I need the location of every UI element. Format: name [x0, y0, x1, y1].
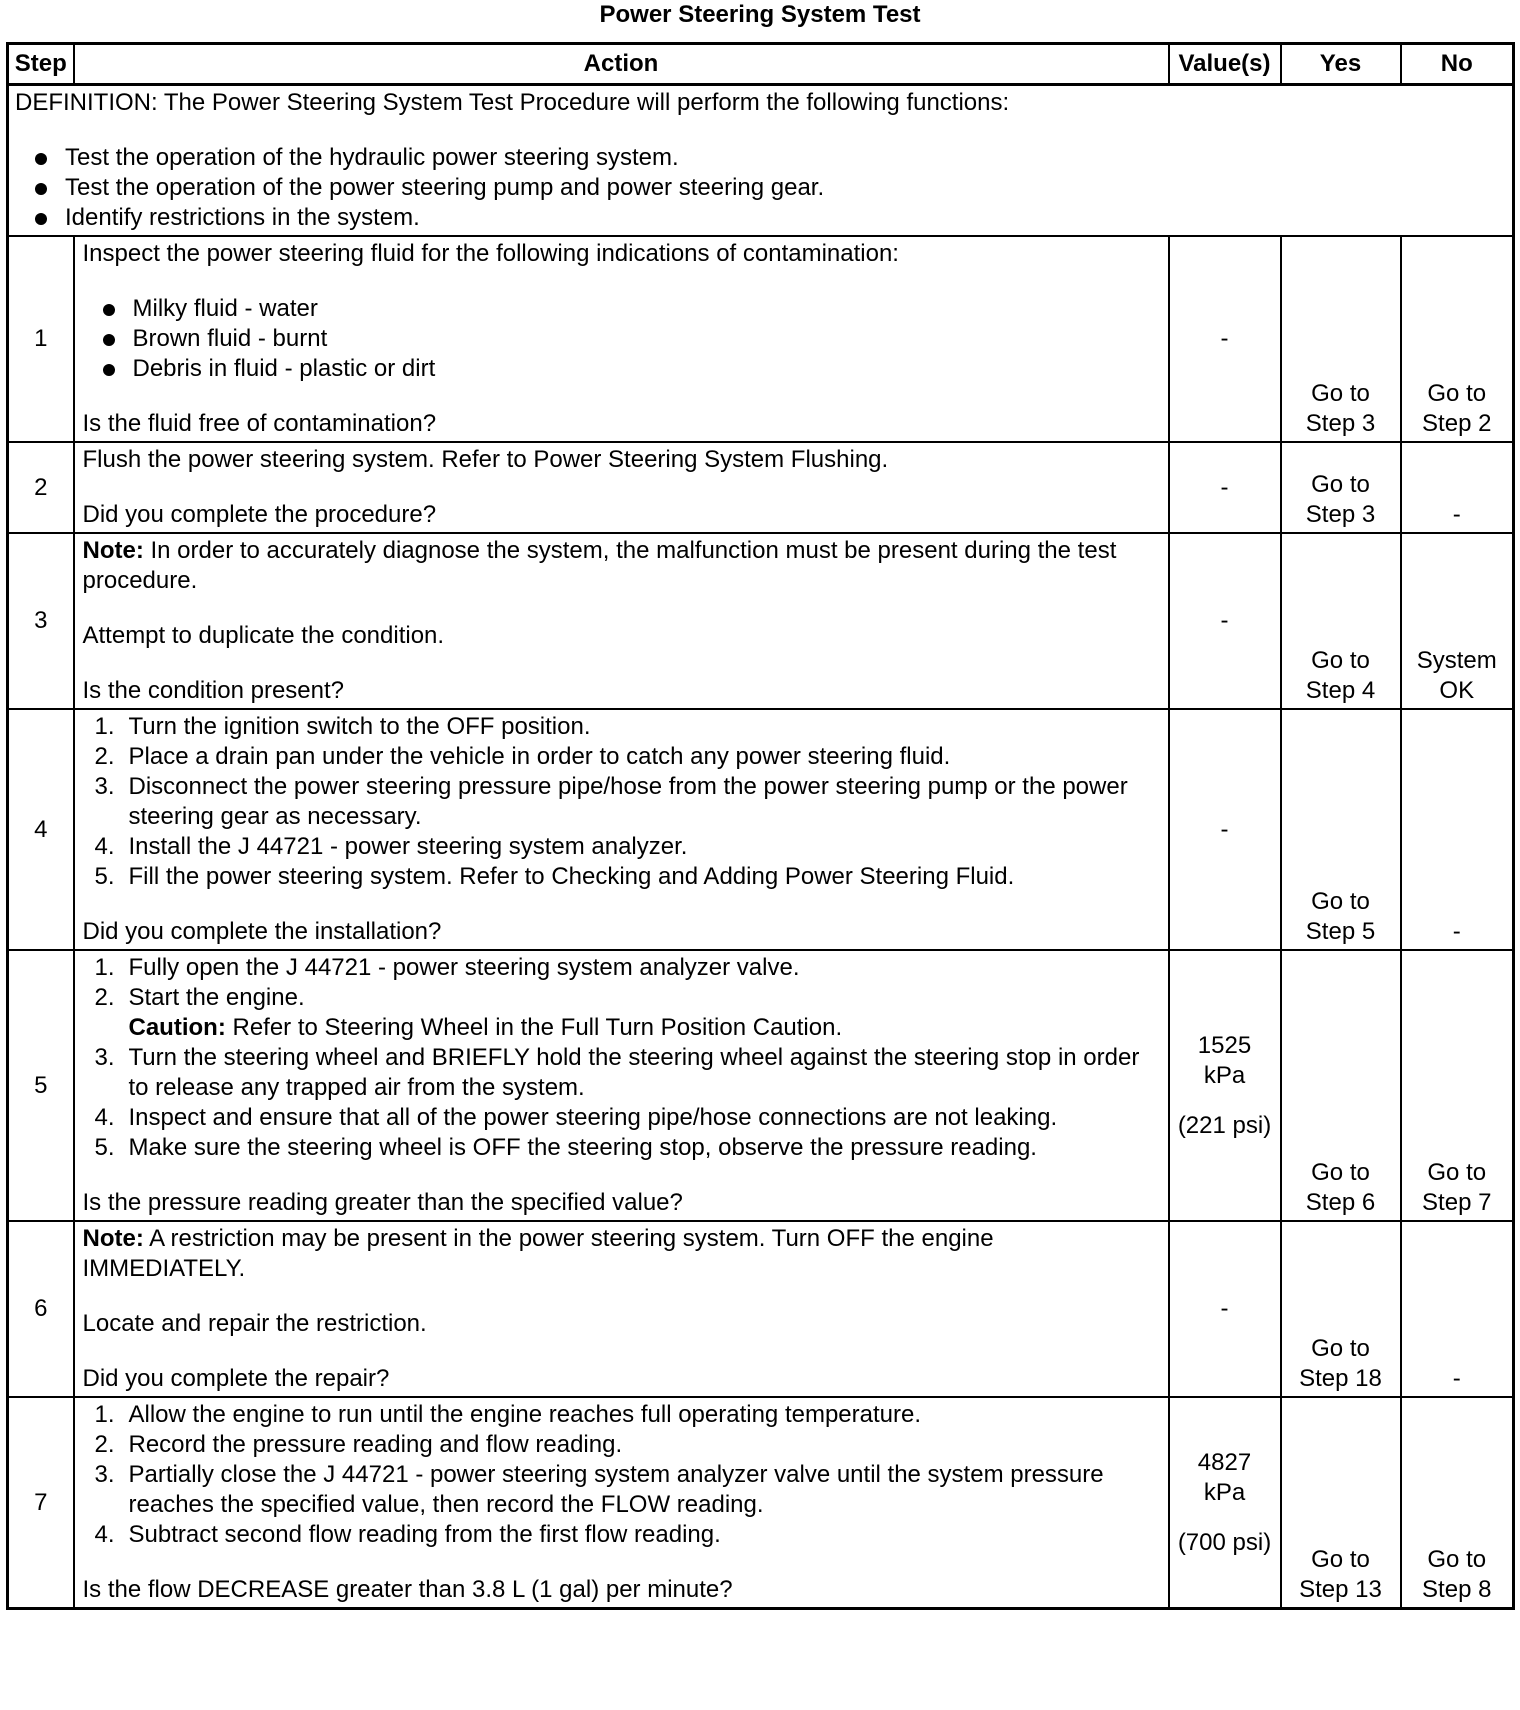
action-step-text: Turn the ignition switch to the OFF position.: [128, 713, 591, 740]
table-row: [8, 950, 1514, 1221]
note-label: Note:: [82, 1225, 144, 1252]
action-step-item: 5. Fill the power steering system. Refer to Checking and Adding Power Steering Fluid.: [94, 863, 1015, 890]
yes-cell: [1281, 533, 1401, 709]
action-cell: [74, 709, 1169, 950]
definition-bullet: Test the operation of the hydraulic power steering system.: [15, 143, 1506, 173]
step-number: 1: [8, 236, 74, 442]
action-intro: Flush the power steering system. Refer to Power Steering System Flushing.: [82, 446, 889, 473]
yes-line: Go to: [1311, 1335, 1370, 1362]
definition-bullet: Test the operation of the power steering pump and power steering gear.: [15, 173, 1506, 203]
caution-label: Caution:: [128, 1014, 226, 1041]
action-steps: [83, 1400, 1162, 1550]
action-step-text: Fill the power steering system. Refer to Checking and Adding Power Steering Fluid.: [128, 863, 1015, 890]
no-line: Go to: [1427, 380, 1487, 407]
action-intro: Locate and repair the restriction.: [82, 1310, 427, 1337]
action-cell: [74, 950, 1169, 1221]
action-step-item: 4. Install the J 44721 - power steering system analyzer.: [94, 833, 688, 860]
yes-line: Go to: [1311, 471, 1370, 498]
value-line: 4827: [1197, 1448, 1252, 1476]
action-steps: [83, 953, 1162, 1163]
yes-cell: [1281, 1397, 1401, 1609]
action-step-item: 2. Start the engine. Caution: Refer to Steering Wheel in the Full Turn Position Caution.: [83, 983, 1162, 1043]
value-line: (221 psi): [1177, 1111, 1272, 1139]
header-step: Step: [8, 44, 74, 85]
action-note: [83, 1224, 1162, 1284]
header-row: [8, 44, 1514, 85]
yes-cell: [1281, 950, 1401, 1221]
action-step-text: Place a drain pan under the vehicle in order to catch any power steering fluid.: [128, 743, 951, 770]
no-line: Go to: [1427, 1546, 1487, 1573]
yes-cell: [1281, 236, 1401, 442]
header-yes: Yes: [1281, 44, 1401, 85]
action-question: Is the fluid free of contamination?: [82, 410, 437, 437]
yes-line: Go to: [1311, 1546, 1370, 1573]
action-step-text: Start the engine.: [128, 984, 305, 1011]
value-cell: [1169, 1397, 1281, 1609]
no-line: -: [1452, 918, 1461, 945]
no-line: -: [1452, 1365, 1461, 1392]
action-step-item: 1. Turn the ignition switch to the OFF position.: [94, 713, 591, 740]
value-cell: -: [1169, 442, 1281, 533]
action-step-item: 2. Record the pressure reading and flow reading.: [94, 1431, 623, 1458]
action-bullet: Debris in fluid - plastic or dirt: [83, 354, 1162, 384]
step-number: 6: [8, 1221, 74, 1397]
yes-line: Step 13: [1299, 1576, 1382, 1603]
no-cell: [1401, 533, 1514, 709]
action-step-text: Record the pressure reading and flow reading.: [128, 1431, 623, 1458]
header-values: Value(s): [1169, 44, 1281, 85]
action-step-text: Make sure the steering wheel is OFF the steering stop, observe the pressure reading.: [128, 1134, 1037, 1161]
action-cell: [74, 1221, 1169, 1397]
table-row: [8, 236, 1514, 442]
note-label: Note:: [82, 537, 144, 564]
yes-line: Go to: [1311, 1159, 1370, 1186]
action-step-item: 3. Partially close the J 44721 - power steering system analyzer valve until the system pressure reaches the specified value, then record the FLOW reading.: [94, 1461, 1104, 1518]
action-step-item: 4. Subtract second flow reading from the first flow reading.: [94, 1521, 721, 1548]
note-text: In order to accurately diagnose the system, the malfunction must be present during the test procedure.: [82, 537, 1117, 594]
table-row: [8, 709, 1514, 950]
action-step-text: Turn the steering wheel and BRIEFLY hold the steering wheel against the steering stop in order to release any trapped air from the system.: [128, 1044, 1140, 1101]
yes-line: Step 3: [1305, 501, 1376, 528]
table-row: [8, 1221, 1514, 1397]
action-step-text: Install the J 44721 - power steering system analyzer.: [128, 833, 688, 860]
note-text: A restriction may be present in the power steering system. Turn OFF the engine IMMEDIATELY.: [82, 1225, 994, 1282]
action-step-item: 1. Allow the engine to run until the engine reaches full operating temperature.: [94, 1401, 922, 1428]
step-number: 4: [8, 709, 74, 950]
yes-line: Go to: [1311, 888, 1370, 915]
header-action: Action: [74, 44, 1169, 85]
action-step-item: 4. Inspect and ensure that all of the power steering pipe/hose connections are not leaking.: [94, 1104, 1058, 1131]
yes-line: Step 18: [1299, 1365, 1382, 1392]
table-row: [8, 533, 1514, 709]
no-line: System: [1416, 647, 1497, 674]
action-bullets: [83, 294, 1162, 384]
action-step-item: 1. Fully open the J 44721 - power steering system analyzer valve.: [94, 954, 800, 981]
yes-line: Step 3: [1305, 410, 1376, 437]
action-step-text: Allow the engine to run until the engine reaches full operating temperature.: [128, 1401, 922, 1428]
value-cell: [1169, 950, 1281, 1221]
value-cell: -: [1169, 1221, 1281, 1397]
no-line: Step 2: [1422, 410, 1492, 437]
action-question: Did you complete the procedure?: [82, 501, 437, 528]
action-question: Did you complete the installation?: [82, 918, 442, 945]
definition-bullet: Identify restrictions in the system.: [15, 203, 1506, 233]
value-cell: -: [1169, 709, 1281, 950]
caution-text: Refer to Steering Wheel in the Full Turn Position Caution.: [225, 1014, 843, 1041]
definition-bullets: [15, 143, 1506, 233]
action-question: Is the pressure reading greater than the specified value?: [82, 1189, 683, 1216]
step-number: 5: [8, 950, 74, 1221]
action-step-item: 3. Turn the steering wheel and BRIEFLY hold the steering wheel against the steering stop in order to release any trapped air from the system.: [94, 1044, 1140, 1101]
yes-line: Step 4: [1305, 677, 1376, 704]
action-cell: [74, 533, 1169, 709]
action-steps: [83, 712, 1162, 892]
action-intro: Inspect the power steering fluid for the following indications of contamination:: [82, 240, 899, 267]
definition-row: [8, 85, 1514, 237]
action-step-text: Partially close the J 44721 - power steering system analyzer valve until the system pressure reaches the specified value, then record the FLOW reading.: [128, 1461, 1104, 1518]
no-line: Step 8: [1422, 1576, 1492, 1603]
action-question: Is the flow DECREASE greater than 3.8 L (1 gal) per minute?: [82, 1576, 733, 1603]
action-step-text: Subtract second flow reading from the first flow reading.: [128, 1521, 721, 1548]
page-title: Power Steering System Test: [599, 1, 921, 28]
no-cell: [1401, 1397, 1514, 1609]
no-line: -: [1452, 501, 1461, 528]
value-line: (700 psi): [1177, 1528, 1272, 1556]
yes-line: Step 6: [1305, 1189, 1376, 1216]
no-cell: [1401, 709, 1514, 950]
definition-cell: [8, 85, 1514, 237]
action-bullet: Brown fluid - burnt: [83, 324, 1162, 354]
step-number: 3: [8, 533, 74, 709]
yes-cell: [1281, 1221, 1401, 1397]
yes-line: Go to: [1311, 380, 1370, 407]
action-cell: [74, 442, 1169, 533]
action-cell: [74, 1397, 1169, 1609]
no-line: OK: [1439, 677, 1475, 704]
action-note: [83, 536, 1162, 596]
table-row: [8, 1397, 1514, 1609]
no-cell: [1401, 442, 1514, 533]
action-cell: [74, 236, 1169, 442]
no-cell: [1401, 950, 1514, 1221]
no-line: Step 7: [1422, 1189, 1492, 1216]
action-step-text: Fully open the J 44721 - power steering system analyzer valve.: [128, 954, 800, 981]
value-cell: -: [1169, 533, 1281, 709]
yes-line: Step 5: [1305, 918, 1376, 945]
action-intro: Attempt to duplicate the condition.: [82, 622, 445, 649]
action-bullet: Milky fluid - water: [83, 294, 1162, 324]
step-number: 2: [8, 442, 74, 533]
table-row: [8, 442, 1514, 533]
value-line: kPa: [1203, 1061, 1246, 1089]
no-cell: [1401, 236, 1514, 442]
action-question: Did you complete the repair?: [82, 1365, 390, 1392]
no-line: Go to: [1427, 1159, 1487, 1186]
diagnostic-table: [6, 42, 1515, 1610]
definition-intro: DEFINITION: The Power Steering System Test Procedure will perform the following functions:: [15, 89, 1010, 116]
no-cell: [1401, 1221, 1514, 1397]
caution-line: [129, 1013, 1162, 1043]
action-step-item: 5. Make sure the steering wheel is OFF the steering stop, observe the pressure reading.: [94, 1134, 1037, 1161]
yes-cell: [1281, 709, 1401, 950]
value-line: kPa: [1203, 1478, 1246, 1506]
header-no: No: [1401, 44, 1514, 85]
step-number: 7: [8, 1397, 74, 1609]
action-step-item: 2. Place a drain pan under the vehicle in order to catch any power steering fluid.: [94, 743, 951, 770]
action-step-text: Disconnect the power steering pressure pipe/hose from the power steering pump or the power steering gear as necessary.: [128, 773, 1128, 830]
yes-line: Go to: [1311, 647, 1370, 674]
yes-cell: [1281, 442, 1401, 533]
action-step-item: 3. Disconnect the power steering pressure pipe/hose from the power steering pump or the power steering gear as necessary.: [94, 773, 1128, 830]
action-step-text: Inspect and ensure that all of the power steering pipe/hose connections are not leaking.: [128, 1104, 1058, 1131]
value-line: 1525: [1197, 1031, 1252, 1059]
action-question: Is the condition present?: [82, 677, 345, 704]
value-cell: -: [1169, 236, 1281, 442]
